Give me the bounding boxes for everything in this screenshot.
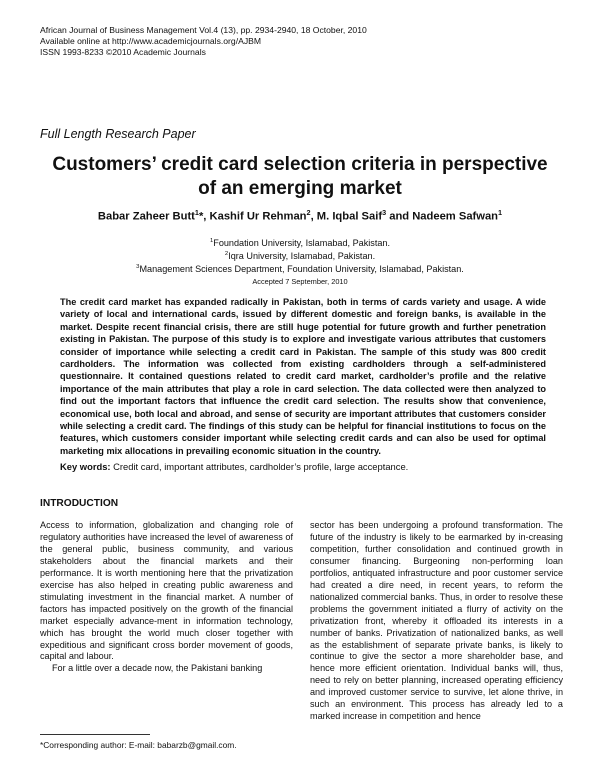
affiliation-item: $^1$Foundation University, Islamabad, Pakistan. (209, 238, 391, 249)
journal-citation: African Journal of Business Management Vol.4 (13), pp. 2934-2940, 18 October, 2010 (40, 25, 367, 35)
author-separator: *, (198, 210, 210, 223)
body-column-right (310, 520, 563, 723)
accepted-date: Accepted 7 September, 2010 (252, 277, 348, 286)
journal-url-line: Available online at http://www.academicjournals.org/AJBM (40, 36, 262, 46)
paper-type-label: Full Length Research Paper (40, 127, 196, 141)
keywords-label: Key words: (60, 461, 111, 472)
author-separator: and (386, 210, 413, 223)
title-line-2: of an emerging market (198, 178, 402, 199)
paragraph: For a little over a decade now, the Pakistani banking (52, 663, 263, 674)
author-sup: 1 (194, 208, 199, 217)
affiliation-item: $^2$Iqra University, Islamabad, Pakistan. (224, 251, 376, 262)
body-column-left (40, 520, 293, 675)
author-sup: 3 (382, 208, 387, 217)
author-name: Kashif Ur Rehman (209, 210, 307, 223)
journal-header (40, 25, 367, 58)
author-separator: , (310, 210, 317, 223)
author-name: Babar Zaheer Butt (97, 210, 195, 223)
author-name: Nadeem Safwan (412, 210, 499, 223)
journal-issn: ISSN 1993-8233 ©2010 Academic Journals (40, 47, 206, 57)
keywords (60, 461, 546, 472)
author-name: M. Iqbal Saif (316, 210, 383, 223)
keywords-text: Credit card, important attributes, cardholder’s profile, large acceptance. (113, 461, 409, 472)
footnote-divider (40, 734, 150, 735)
author-sup: 1 (498, 208, 503, 217)
paragraph: sector has been undergoing a profound transformation. The future of the industry is likely to be earmarked by in-creasing competition, further consolidation and continued growth in consumer financing. Burgeoning non-performing loan portfolios, antiquated infrastructure and poor customer service had created a dire need, in recent years, to reform the nationalized commercial banks. Thus, in order to resolve these problems the government initiated a flurry of activity on the privatization front, whereby it offloaded its interests in a number of banks. Privatization of nationalized banks, as well as the establishment of separate private banks, is likely to continue to give the sector a more shareholder base, and hence more efficient orientation. Individual banks will, thus, need to rely on better planning, increased operating efficiency and improved customer service to survive, let alone thrive, in such an environment. This process has already led to a marked increase in competition and hence (310, 520, 563, 722)
corresponding-author-footnote: *Corresponding author: E-mail: babarzb@gmail.com. (40, 740, 237, 750)
affiliation-item: $^3$Management Sciences Department, Foundation University, Islamabad, Pakistan. (136, 264, 464, 275)
author-sup: 2 (306, 208, 311, 217)
paper-title (0, 153, 600, 201)
title-line-1: Customers’ credit card selection criteria in perspective (52, 154, 548, 175)
affiliations (0, 236, 600, 275)
paragraph: Access to information, globalization and changing role of regulatory authorities have increased the level of awareness of the general public, business community, and various stakeholders about the financial markets and their performance. It is worth mentioning here that the privatization exercise has also helped in creating public awareness and stimulating investment in the financial market. A number of factors has impacted positively on the growth of the financial market especially advance-ment in information technology, which has brought the world much closer together with expeditious and significant cross border movement of goods, capital and labour. (40, 520, 293, 662)
abstract: The credit card market has expanded radically in Pakistan, both in terms of cards variety and usage. A wide variety of local and international cards, issued by different domestic and foreign banks, is available in the market. Despite recent financial crisis, there are still huge potential for future growth and further penetration existing in Pakistan. The purpose of this study is to explore and investigate various attributes that customers consider of importance while selecting a credit card in Pakistan. The sample of this study was 800 credit cardholders. The information was collected from existing cardholders through a self-administered questionnaire. It contained questions related to credit card market, cardholder’s profile and the relative importance of the main attributes that play a role in card selection. The data collected were then analyzed to find out the important factors that influence the credit card selection. The results show that convenience, economical use, both local and abroad, and sense of security are important attributes that customers consider while selecting a credit card. The findings of this study can be helpful for financial institutions to focus on the features, which customers consider important while selecting credit cards and can also be used for optimal marketing mix allocations in prevailing economic situation in the country. (60, 297, 546, 456)
author-list (0, 208, 600, 223)
section-heading-introduction: INTRODUCTION (40, 498, 119, 509)
